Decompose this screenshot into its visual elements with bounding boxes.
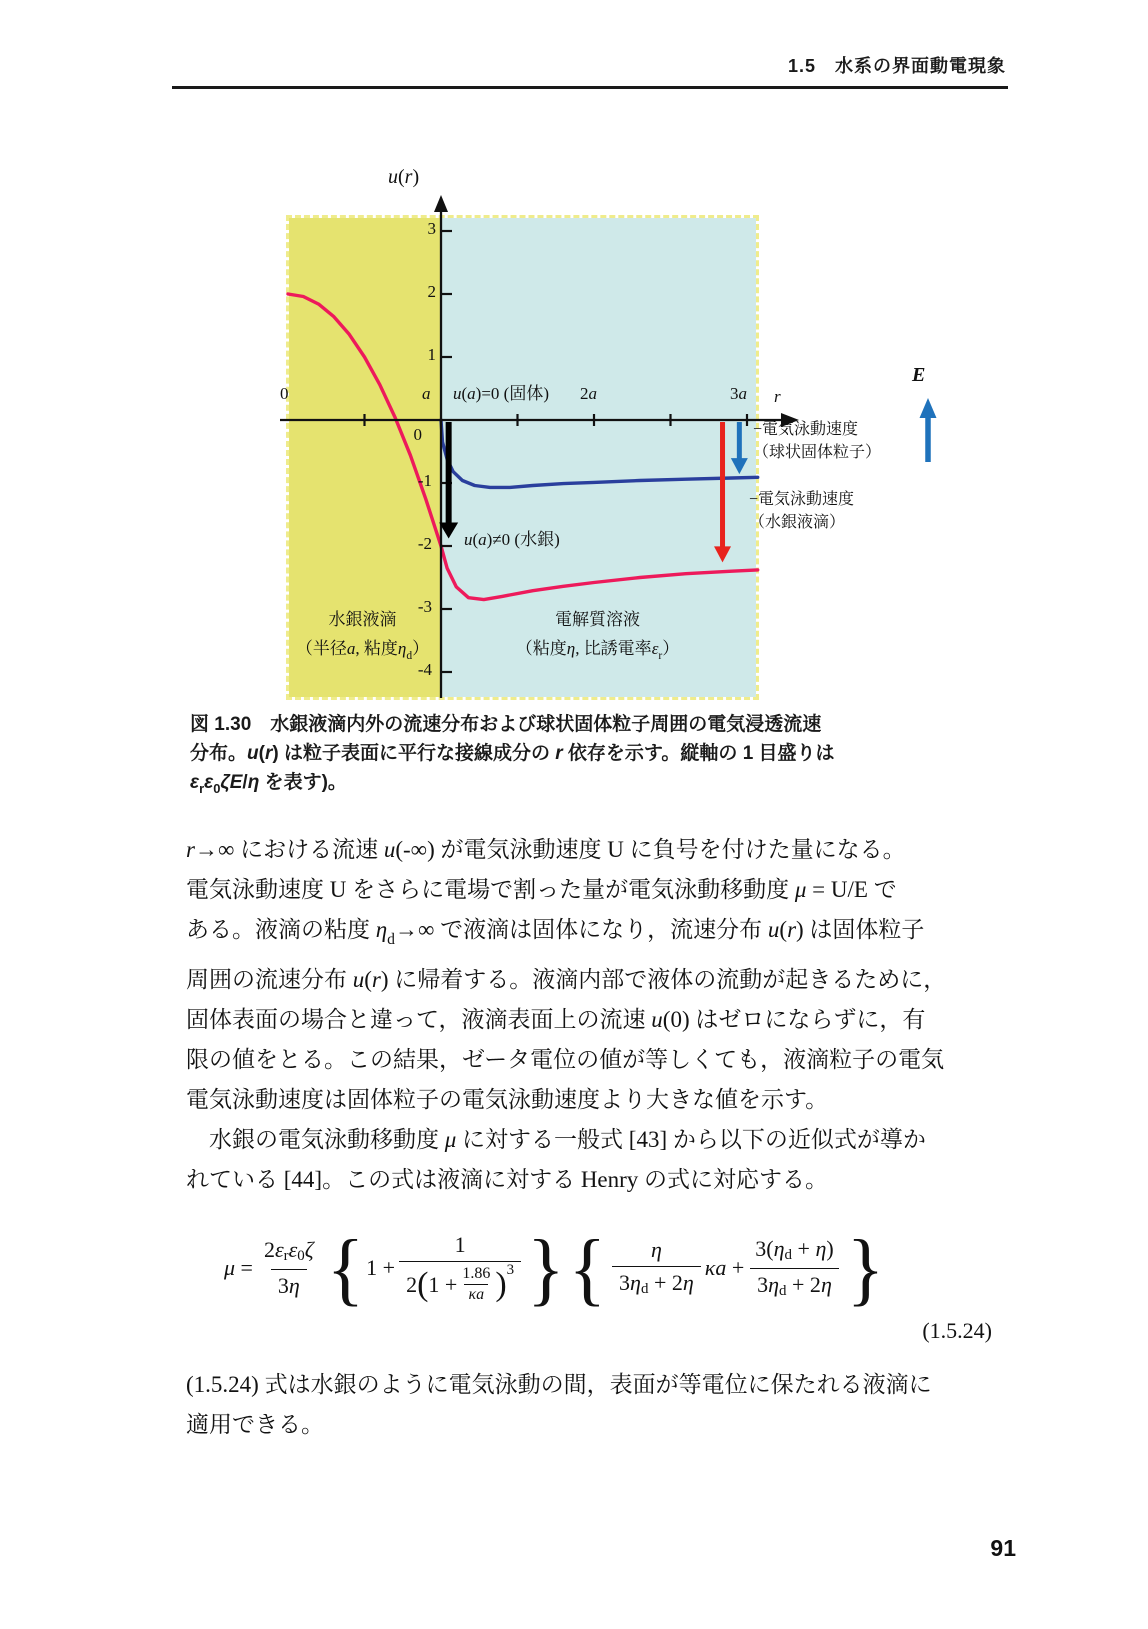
equation-kappa-a-plus: κa +: [704, 1255, 745, 1280]
caption-line2: 分布。u(r) は粒子表面に平行な接線成分の r 依存を示す。縦軸の 1 目盛りは: [190, 743, 835, 764]
equation-fraction-1: $\frac{\text{2εrε0ζ}}{3\eta}$: [263, 1237, 314, 1298]
x-tick-label-a: a: [422, 384, 431, 403]
exponent-3: 3: [506, 1262, 515, 1278]
annotation-ep-solid-line1: −電気泳動速度: [753, 421, 859, 438]
body-line: 固体表面の場合と違って，液滴表面上の流速 u(0) はゼロにならずに，有: [186, 1007, 926, 1033]
body-line: 電気泳動速度は固体粒子の電気泳動速度より大きな値を示す。: [186, 1087, 829, 1113]
label-region-mercury: [280, 605, 445, 670]
body-line: 電気泳動速度 U をさらに電場で割った量が電気泳動移動度 μ = U/E で: [186, 877, 897, 902]
header-section-title: 1.5 水系の界面動電現象: [787, 56, 1006, 76]
annotation-ep-solid-line2: （球状固体粒子）: [753, 444, 882, 461]
label-ua-solid: u(a)=0 (固体): [453, 384, 549, 403]
y-tick-label-3: 3: [427, 219, 436, 238]
label-region-electrolyte-line2: （粘度η, 比誘電率$\varepsilon_r$）: [515, 639, 680, 663]
equation-1-5-24: μ = $\frac{\text{2εrε0ζ}}{3\eta}$ { 1 + 1 2 ( 1 + $\frac{1.86}{\kappa a}$ ) 3 } { $\frac{\eta}{3\eta d + 2\eta}$ κa + $\frac{3(\eta d + \eta)}{3\eta d + 2\eta}$ }: [224, 1221, 885, 1314]
label-region-electrolyte-line1: 電解質溶液: [555, 610, 640, 629]
x-tick-label-0: 0: [280, 384, 289, 403]
y-tick-label-m2: -2: [417, 534, 432, 553]
page-number: 91: [990, 1535, 1016, 1561]
y-tick-label-m4: -4: [417, 660, 432, 679]
annotation-ep-mercury-line1: −電気泳動速度: [749, 491, 855, 508]
body-text-block-2: [186, 1365, 1016, 1445]
body-line: 周囲の流速分布 u(r) に帰着する。液滴内部で液体の流動が起きるために，: [186, 967, 947, 993]
caption-line1: 図 1.30 水銀液滴内外の流速分布および球状固体粒子周囲の電気浸透流速: [190, 714, 822, 735]
y-tick-label-0: 0: [413, 425, 422, 444]
annotation-ep-mercury-line2: （水銀液滴）: [749, 514, 846, 531]
label-region-electrolyte: [465, 605, 730, 670]
y-tick-label-m3: -3: [417, 597, 432, 616]
y-axis-label: u(r): [388, 166, 420, 188]
body-line: (1.5.24) 式は水銀のように電気泳動の間，表面が等電位に保たれる液滴に: [186, 1372, 932, 1397]
equation-lhs: μ =: [224, 1255, 253, 1280]
equation-number: (1.5.24): [922, 1318, 992, 1343]
equation-fraction-2: 1 2 ( 1 + $\frac{1.86}{\kappa a}$ ) 3: [399, 1232, 521, 1304]
annotation-ep-solid: [753, 418, 881, 464]
y-tick-label-2: 2: [427, 282, 436, 301]
body-line: r→∞ における流速 u(-∞) が電気泳動速度 U に負号を付けた量になる。: [186, 837, 906, 862]
equation-fraction-4: $\frac{3(\eta d + \eta)}{3\eta d + 2\eta}$: [748, 1236, 840, 1299]
equation-inner-fraction: $\frac{1.86}{\kappa a}$: [462, 1265, 491, 1303]
figure-1-30: [250, 150, 960, 738]
body-line: ある。液滴の粘度 $\eta_d\to\infty$ で液滴は固体になり，流速分布 u(r) は固体粒子: [186, 917, 925, 949]
annotation-ep-mercury: [749, 488, 854, 534]
y-tick-label-1: 1: [427, 345, 436, 364]
body-line: 限の値をとる。この結果，ゼータ電位の値が等しくても，液滴粒子の電気: [186, 1047, 945, 1073]
caption-line3: $\varepsilon_r\varepsilon_0\zeta E/\eta$ を表す)。: [190, 772, 347, 797]
body-line: 適用できる。: [186, 1412, 324, 1437]
x-tick-label-3a: 3a: [730, 384, 747, 403]
header-rule: [172, 86, 1008, 89]
label-ua-mercury: u(a)≠0 (水銀): [464, 530, 560, 549]
x-axis-label-r: r: [774, 387, 781, 406]
body-line: れている [44]。この式は液滴に対する Henry の式に対応する。: [186, 1167, 829, 1193]
body-line: 水銀の電気泳動移動度 μ に対する一般式 [43] から以下の近似式が導か: [186, 1127, 926, 1153]
equation-fraction-3: $\frac{\eta}{3\eta d + 2\eta}$: [612, 1237, 701, 1298]
body-text-block-1: [186, 830, 1016, 1200]
label-region-mercury-line2: （半径a, 粘度$\eta_d$）: [295, 639, 430, 663]
equation-one-plus: 1 +: [366, 1255, 396, 1280]
x-tick-label-2a: 2a: [580, 384, 597, 403]
e-field-label: E: [912, 364, 926, 386]
label-region-mercury-line1: 水銀液滴: [328, 610, 397, 629]
y-tick-label-m1: -1: [417, 471, 432, 490]
